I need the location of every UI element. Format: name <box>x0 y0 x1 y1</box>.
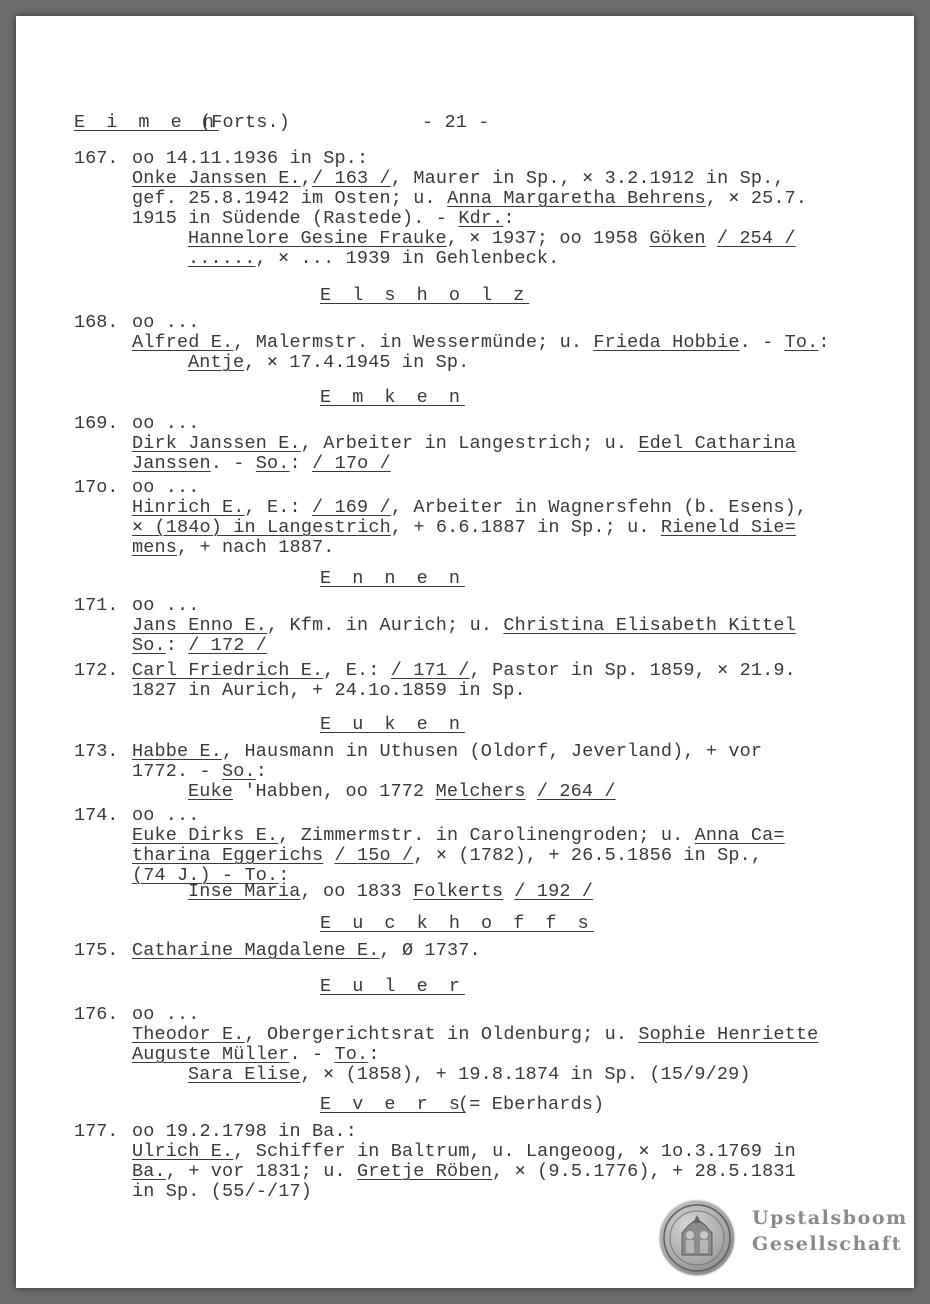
cross-reference: / 169 / <box>312 497 391 518</box>
entry-line: Ulrich E., Schiffer in Baltrum, u. Langeoog, ⨯ 1o.3.1769 in <box>132 1141 796 1162</box>
entry-number: 171. <box>74 595 119 616</box>
entry-line: Onke Janssen E.,/ 163 /, Maurer in Sp., ⨯ 3.2.1912 in Sp., <box>132 168 785 189</box>
person-name: Anna Ca= <box>694 825 785 846</box>
person-name: Göken <box>649 228 706 249</box>
entry-number: 176. <box>74 1004 119 1025</box>
entry-line: Antje, ⨯ 17.4.1945 in Sp. <box>188 352 470 373</box>
person-name: Inse Maria <box>188 881 301 902</box>
entry-line: Auguste Müller. - To.: <box>132 1044 380 1065</box>
header-note: (Forts.) <box>200 112 291 133</box>
entry-line: Hannelore Gesine Frauke, ⨯ 1937; oo 1958 Göken / 254 / <box>188 228 796 249</box>
entry-line: Theodor E., Obergerichtsrat in Oldenburg; u. Sophie Henriette <box>132 1024 819 1045</box>
entry-number: 174. <box>74 805 119 826</box>
person-name: Jans Enno E. <box>132 615 268 636</box>
section-heading-note: (= Eberhards) <box>458 1094 605 1115</box>
entry-line: 1827 in Aurich, + 24.1o.1859 in Sp. <box>132 680 526 701</box>
entry-number: 167. <box>74 148 119 169</box>
entry-line: 1772. - So.: <box>132 761 268 782</box>
person-name: Onke Janssen E. <box>132 168 301 189</box>
entry-line: Habbe E., Hausmann in Uthusen (Oldorf, Jeverland), + vor <box>132 741 763 762</box>
entry-line: oo 19.2.1798 in Ba.: <box>132 1121 358 1142</box>
page-number: - 21 - <box>422 112 490 133</box>
person-name: Janssen <box>132 453 211 474</box>
cross-reference: / 163 / <box>312 168 391 189</box>
entry-line: ⨯ (184o) in Langestrich, + 6.6.1887 in Sp.; u. Rieneld Sie= <box>132 517 796 538</box>
person-name: Catharine Magdalene E. <box>132 940 380 961</box>
person-name: tharina Eggerichs <box>132 845 324 866</box>
entry-line: 1915 in Südende (Rastede). - Kdr.: <box>132 208 515 229</box>
seal-icon <box>660 1201 734 1275</box>
entry-line: mens, + nach 1887. <box>132 537 335 558</box>
entry-line: Ba., + vor 1831; u. Gretje Röben, ⨯ (9.5.1776), + 28.5.1831 <box>132 1161 796 1182</box>
person-name: Alfred E. <box>132 332 234 353</box>
section-heading: E n n e n <box>320 568 465 589</box>
entry-line: oo ... <box>132 595 200 616</box>
person-name: Hannelore Gesine Frauke <box>188 228 447 249</box>
person-name: Hinrich E. <box>132 497 245 518</box>
society-logo <box>660 1201 908 1279</box>
logo-text-line1: Upstalsboom <box>752 1207 908 1229</box>
entry-line: Alfred E., Malermstr. in Wessermünde; u. Frieda Hobbie. - To.: <box>132 332 830 353</box>
cross-reference: / 172 / <box>188 635 268 656</box>
person-name: Gretje Röben <box>357 1161 493 1182</box>
entry-line: Hinrich E., E.: / 169 /, Arbeiter in Wagnersfehn (b. Esens), <box>132 497 808 518</box>
person-name: Dirk Janssen E. <box>132 433 301 454</box>
entry-number: 17o. <box>74 477 119 498</box>
entry-line: Carl Friedrich E., E.: / 171 /, Pastor in Sp. 1859, ⨯ 21.9. <box>132 660 796 681</box>
person-name: Habbe E. <box>132 741 223 762</box>
entry-line: Janssen. - So.: / 17o / <box>132 453 391 474</box>
entry-line: in Sp. (55/-/17) <box>132 1181 313 1202</box>
entry-line: oo 14.11.1936 in Sp.: <box>132 148 369 169</box>
header-surname: E i m e n <box>74 112 219 133</box>
cross-reference: / 192 / <box>514 881 594 902</box>
entry-line: Jans Enno E., Kfm. in Aurich; u. Christina Elisabeth Kittel <box>132 615 796 636</box>
entry-line: Dirk Janssen E., Arbeiter in Langestrich; u. Edel Catharina <box>132 433 796 454</box>
entry-number: 177. <box>74 1121 119 1142</box>
person-name: Sara Elise <box>188 1064 301 1085</box>
person-name: Euke Dirks E. <box>132 825 279 846</box>
document-page <box>16 16 914 1288</box>
cross-reference: / 17o / <box>312 453 391 474</box>
entry-number: 168. <box>74 312 119 333</box>
entry-line: oo ... <box>132 477 200 498</box>
person-name: Ulrich E. <box>132 1141 234 1162</box>
section-heading: E u l e r <box>320 976 465 997</box>
person-name: Antje <box>188 352 245 373</box>
person-name: Christina Elisabeth Kittel <box>503 615 796 636</box>
entry-line: tharina Eggerichs / 15o /, ⨯ (1782), + 26.5.1856 in Sp., <box>132 845 763 866</box>
section-heading: E u k e n <box>320 714 465 735</box>
person-name: Auguste Müller <box>132 1044 290 1065</box>
cross-reference: / 171 / <box>390 660 470 681</box>
entry-line: Inse Maria, oo 1833 Folkerts / 192 / <box>188 881 594 902</box>
person-name: Rieneld Sie= <box>660 517 796 538</box>
person-name: Euke <box>188 781 234 802</box>
entry-line: oo ... <box>132 805 200 826</box>
entry-line: oo ... <box>132 413 200 434</box>
cross-reference: / 254 / <box>716 228 796 249</box>
person-name: Anna Margaretha Behrens <box>447 188 706 209</box>
entry-number: 173. <box>74 741 119 762</box>
entry-line: Euke 'Habben, oo 1772 Melchers / 264 / <box>188 781 616 802</box>
section-heading: E m k e n <box>320 387 465 408</box>
person-name: mens <box>132 537 178 558</box>
entry-line: Catharine Magdalene E., Ø 1737. <box>132 940 481 961</box>
person-name: Carl Friedrich E. <box>132 660 324 681</box>
entry-number: 175. <box>74 940 119 961</box>
person-name: Frieda Hobbie <box>593 332 740 353</box>
person-name: Edel Catharina <box>638 433 796 454</box>
entry-line: oo ... <box>132 1004 200 1025</box>
entry-line: Sara Elise, ⨯ (1858), + 19.8.1874 in Sp. (15/9/29) <box>188 1064 751 1085</box>
logo-text-line2: Gesellschaft <box>752 1233 903 1255</box>
person-name: Theodor E. <box>132 1024 245 1045</box>
entry-line: oo ... <box>132 312 200 333</box>
entry-number: 169. <box>74 413 119 434</box>
cross-reference: / 264 / <box>536 781 616 802</box>
section-heading: E l s h o l z <box>320 285 530 306</box>
entry-line: (74 J.) - To.: <box>132 865 290 886</box>
entry-line: gef. 25.8.1942 im Osten; u. Anna Margaretha Behrens, ⨯ 25.7. <box>132 188 808 209</box>
cross-reference: / 15o / <box>334 845 414 866</box>
section-heading: E v e r s <box>320 1094 465 1115</box>
person-name: Sophie Henriette <box>638 1024 819 1045</box>
entry-number: 172. <box>74 660 119 681</box>
section-heading: E u c k h o f f s <box>320 913 594 934</box>
entry-line: ......, ⨯ ... 1939 in Gehlenbeck. <box>188 248 560 269</box>
person-name: Folkerts <box>413 881 504 902</box>
person-name: Melchers <box>435 781 526 802</box>
entry-line: So.: / 172 / <box>132 635 268 656</box>
entry-line: Euke Dirks E., Zimmermstr. in Carolinengroden; u. Anna Ca= <box>132 825 785 846</box>
